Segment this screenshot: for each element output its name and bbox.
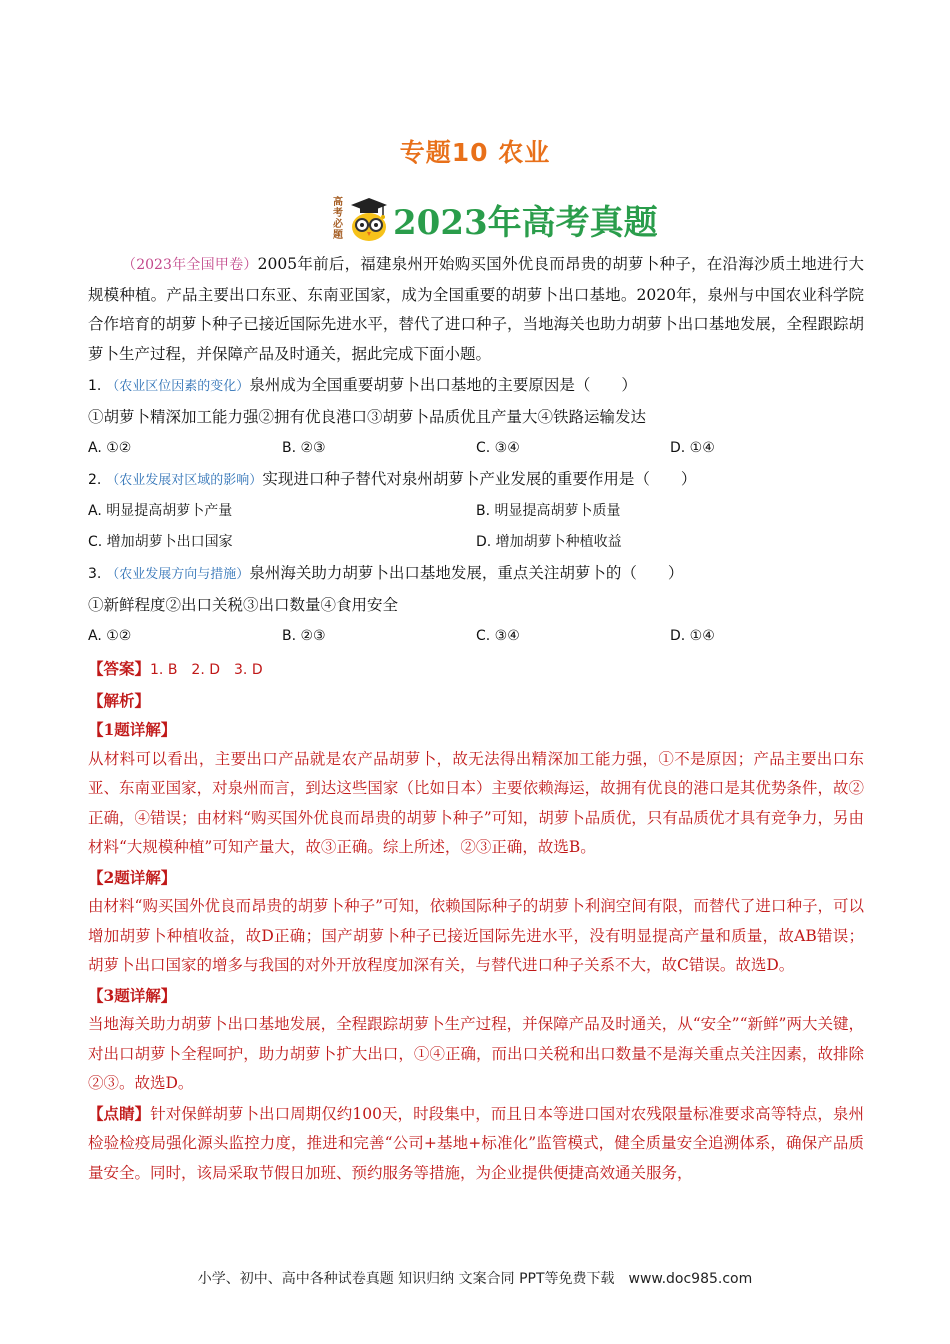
question-tag: （农业发展对区域的影响） [106,473,263,488]
option-a: A. ①② [88,440,132,456]
intro-text: 2005年前后，福建泉州开始购买国外优良而昂贵的胡萝卜种子，在沿海沙质土地进行大规模种植。产品主要出口东亚、东南亚国家，成为全国重要的胡萝卜出口基地。2020年，泉州与中国农业科学院合作培育的胡萝卜种子已接近国际先进水平，替代了进口种子，当地海关也助力胡萝卜出口基地发展，全程跟踪胡萝卜生产过程，并保障产品及时通关，据此完成下面小题。 [88,255,864,363]
analysis-label: 【解析】 [88,690,151,710]
tip-paragraph [88,1099,864,1189]
answer-line [88,654,864,686]
intro-paragraph [88,250,864,369]
question-number: 1. [88,378,102,394]
answer-text: 1. B 2. D 3. D [150,662,263,678]
question-options [88,433,864,464]
question-items: ①新鲜程度②出口关税③出口数量④食用安全 [88,596,399,614]
option-b: B. ②③ [282,628,326,644]
detail-1-label: 【1题详解】 [88,720,177,739]
section-banner [333,194,658,244]
question-stem: 泉州海关助力胡萝卜出口基地发展，重点关注胡萝卜的（ ） [249,564,684,582]
answer-label: 【答案】 [88,659,151,678]
question-items: ①胡萝卜精深加工能力强②拥有优良港口③胡萝卜品质优且产量大④铁路运输发达 [88,408,647,426]
detail-2-text: 由材料“购买国外优良而昂贵的胡萝卜种子”可知，依赖国际种子的胡萝卜利润空间有限，而替代了进口种子，可以增加胡萝卜种植收益，故D正确；国产胡萝卜种子已接近国际先进水平，没有明显提高产量和质量，故AB错误；胡萝卜出口国家的增多与我国的对外开放程度加深有关，与替代进口种子关系不大，故C错误。故选D。 [88,897,864,974]
question-1 [88,370,864,402]
question-tag: （农业区位因素的变化） [106,379,250,394]
question-stem: 实现进口种子替代对泉州胡萝卜产业发展的重要作用是（ ） [262,470,697,488]
footer-url[interactable]: www.doc985.com [628,1271,753,1287]
option-c: C. 增加胡萝卜出口国家 [88,534,233,550]
question-tag: （农业发展方向与措施） [106,567,250,582]
question-options [88,621,864,652]
detail-1-text: 从材料可以看出，主要出口产品就是农产品胡萝卜，故无法得出精深加工能力强，①不是原因；产品主要出口东亚、东南亚国家，对泉州而言，到达这些国家（比如日本）主要依赖海运，故拥有优良的港口是其优势条件，故②正确，④错误；由材料“购买国外优良而昂贵的胡萝卜种子”可知，胡萝卜品质优，只有品质优才具有竞争力，另由材料“大规模种植”可知产量大，故③正确。综上所述，②③正确，故选B。 [88,749,864,856]
option-a: A. 明显提高胡萝卜产量 [88,503,233,519]
document-content [88,250,864,1188]
banner-vertical-text: 高考必题 [333,197,343,241]
footer-text: 小学、初中、高中各种试卷真题 知识归纳 文案合同 PPT等免费下载 [197,1271,615,1287]
question-options [88,496,864,527]
tip-label: 【点睛】 [88,1103,151,1123]
option-d: D. ①④ [670,440,715,456]
question-2 [88,464,864,496]
tip-text: 针对保鲜胡萝卜出口周期仅约100天，时段集中，而且日本等进口国对农残限量标准要求高等特点，泉州检验检疫局强化源头监控力度，推进和完善“公司+基地+标准化”监管模式，健全质量安全追溯体系，确保产品质量安全。同时，该局采取节假日加班、预约服务等措施，为企业提供便捷高效通关服务， [88,1104,864,1182]
option-c: C. ③④ [476,440,520,456]
detail-3-label: 【3题详解】 [88,985,177,1005]
banner-text: 2023年高考真题 [393,202,658,243]
detail-2-label: 【2题详解】 [88,867,177,887]
question-options [88,527,864,558]
page-title: 专题10 农业 [399,138,551,167]
question-stem: 泉州成为全国重要胡萝卜出口基地的主要原因是（ ） [249,376,637,394]
question-number: 3. [88,566,102,582]
page-footer [0,1268,950,1288]
option-a: A. ①② [88,628,132,644]
option-b: B. ②③ [282,440,326,456]
option-c: C. ③④ [476,628,520,644]
intro-source: （2023年全国甲卷） [122,257,258,273]
option-d: D. 增加胡萝卜种植收益 [476,534,622,550]
question-3 [88,558,864,590]
option-b: B. 明显提高胡萝卜质量 [476,503,621,519]
option-d: D. ①④ [670,628,715,644]
owl-with-graduation-cap-icon [349,196,389,242]
question-number: 2. [88,472,102,488]
detail-3-text: 当地海关助力胡萝卜出口基地发展，全程跟踪胡萝卜生产过程，并保障产品及时通关，从“安全”“新鲜”两大关键，对出口胡萝卜全程呵护，助力胡萝卜扩大出口，①④正确，而出口关税和出口数量不是海关重点关注因素，故排除②③。故选D。 [88,1015,864,1092]
